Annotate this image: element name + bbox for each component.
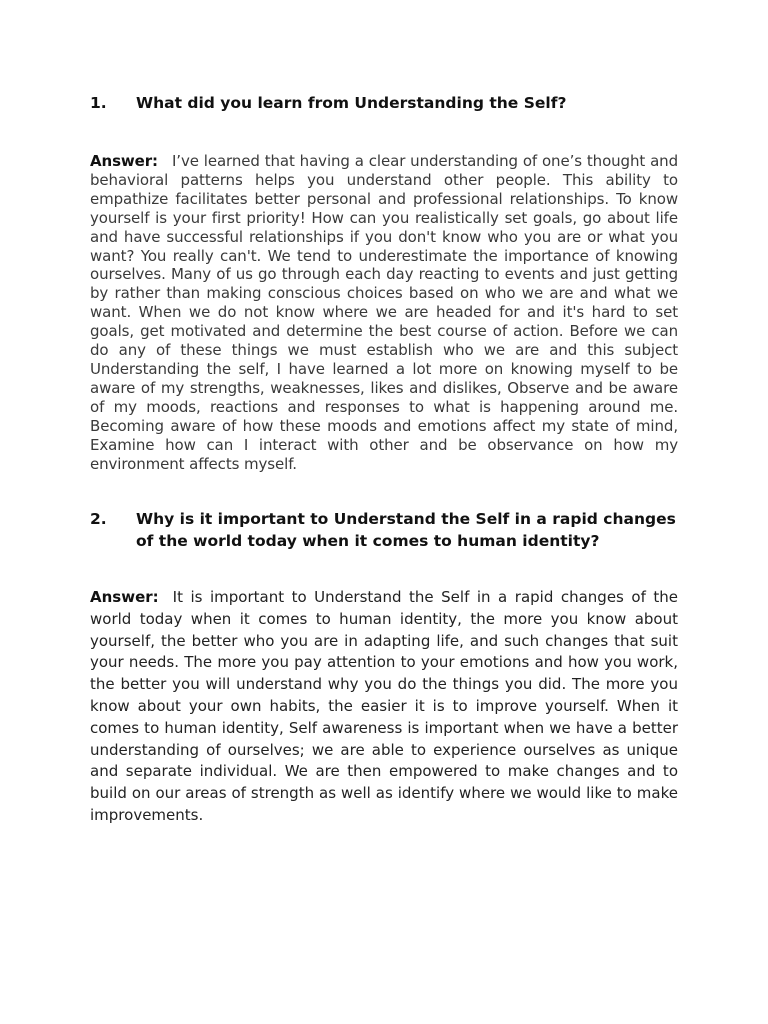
question-1-number: 1.: [90, 94, 107, 112]
question-1: [90, 92, 690, 114]
answer-1-text: I’ve learned that having a clear understanding of one’s thought and behavioral patterns helps you understand other people. This ability to empathize facilitates better personal and professional relationships. To know yourself is your first priority! How can you realistically set goals, go about life and have successful relationships if you don't know who you are or what you want? You really can't. We tend to underestimate the importance of knowing ourselves. Many of us go through each day reacting to events and just getting by rather than making conscious choices based on who we are and what we want. When we do not know where we are headed for and it's hard to set goals, get motivated and determine the best course of action. Before we can do any of these things we must establish who we are and this subject Understanding the self, I have learned a lot more on knowing myself to be aware of my strengths, weaknesses, likes and dislikes, Observe and be aware of my moods, reactions and responses to what is happening around me. Becoming aware of how these moods and emotions affect my state of mind, Examine how can I interact with other and be observance on how my environment affects myself.: [90, 152, 678, 473]
question-2-number: 2.: [90, 510, 107, 528]
question-2-text: Why is it important to Understand the Self in a rapid changes of the world today when it comes to human identity?: [136, 510, 676, 550]
answer-2-text: It is important to Understand the Self in a rapid changes of the world today when it comes to human identity, the more you know about yourself, the better who you are in adapting life, and such changes that suit your needs. The more you pay attention to your emotions and how you work, the better you will understand why you do the things you did. The more you know about your own habits, the easier it is to improve yourself. When it comes to human identity, Self awareness is important when we have a better understanding of ourselves; we are able to experience ourselves as unique and separate individual. We are then empowered to make changes and to build on our areas of strength as well as identify where we would like to make improvements.: [90, 588, 678, 824]
answer-1-label: Answer:: [90, 152, 158, 170]
question-1-text: What did you learn from Understanding the Self?: [136, 94, 567, 112]
answer-2-label: Answer:: [90, 588, 159, 606]
answer-2: [90, 587, 678, 827]
answer-1: [90, 152, 678, 473]
question-2: [90, 508, 690, 552]
